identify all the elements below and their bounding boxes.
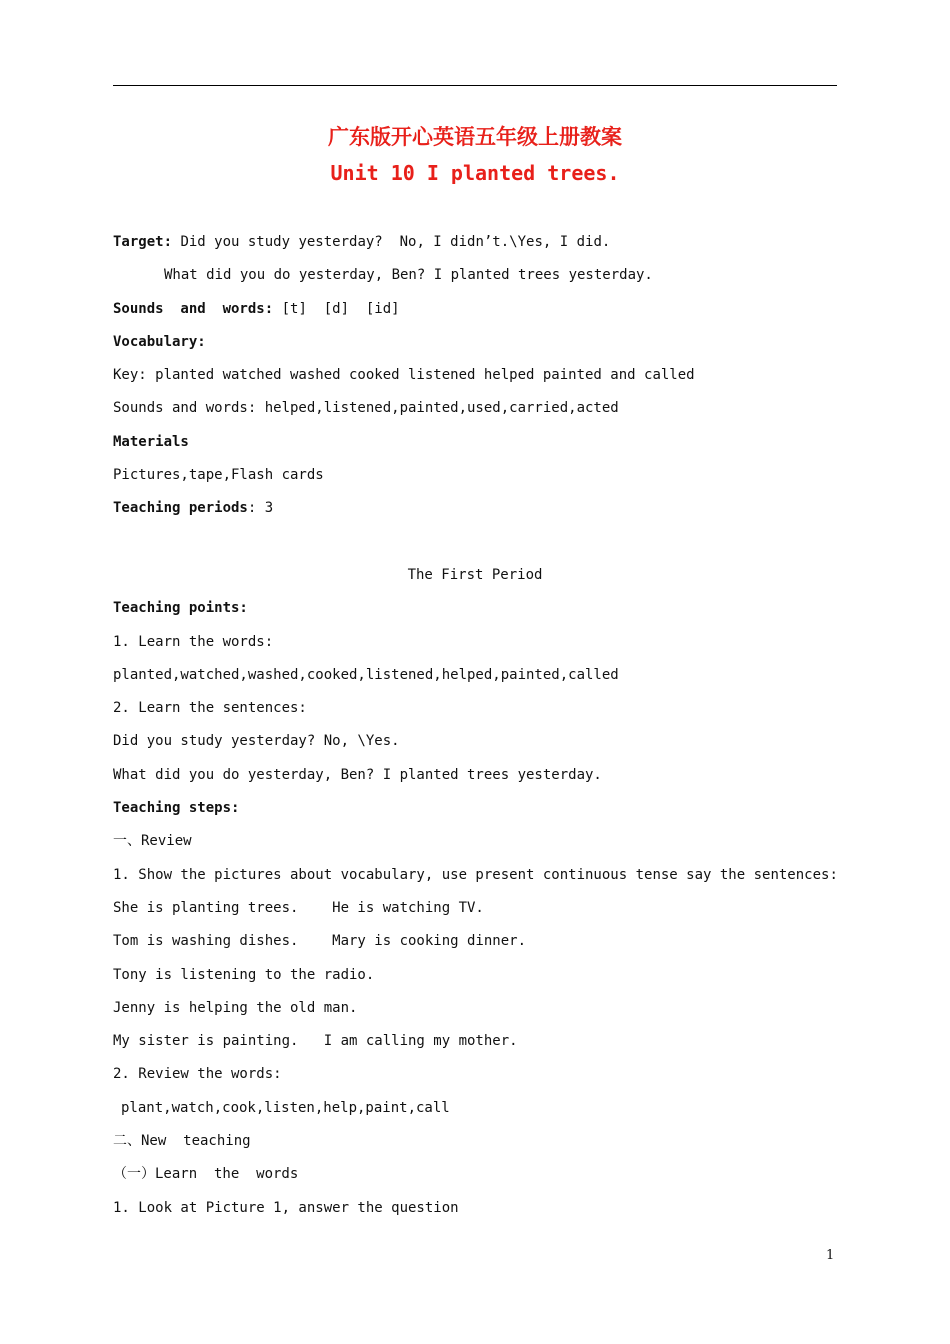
target-line bbox=[113, 228, 843, 261]
period-heading: The First Period bbox=[407, 566, 543, 583]
teaching-points-label: Teaching points: bbox=[113, 600, 248, 617]
target-label: Target: bbox=[113, 234, 173, 250]
header-rule bbox=[113, 85, 837, 86]
point-1: 1. Learn the words: bbox=[113, 633, 274, 650]
vocabulary-key: Key: planted watched washed cooked listened helped painted and called bbox=[113, 367, 695, 384]
review-sentence-e: My sister is painting. I am calling my mother. bbox=[113, 1033, 518, 1050]
sounds-label: Sounds and words: bbox=[113, 300, 274, 317]
review-sentence-c: Tony is listening to the radio. bbox=[113, 966, 375, 983]
materials-value: Pictures,tape,Flash cards bbox=[113, 467, 324, 484]
unit-title: Unit 10 I planted trees. bbox=[330, 161, 620, 185]
review-sentence-a: She is planting trees. He is watching TV. bbox=[113, 899, 484, 916]
periods-value: : 3 bbox=[247, 500, 274, 517]
review-step-1: 1. Show the pictures about vocabulary, use present continuous tense say the sentences: bbox=[113, 866, 838, 883]
teaching-steps-label: Teaching steps: bbox=[113, 800, 240, 817]
target-line-2: What did you do yesterday, Ben? I planted trees yesterday. bbox=[164, 267, 653, 284]
point-2: 2. Learn the sentences: bbox=[113, 700, 307, 717]
review-words: plant,watch,cook,listen,help,paint,call bbox=[121, 1099, 450, 1116]
sounds-value: [t] [d] [id] bbox=[273, 300, 400, 317]
vocabulary-sounds-words: Sounds and words: helped,listened,painted,used,carried,acted bbox=[113, 400, 619, 417]
vocabulary-label: Vocabulary: bbox=[113, 333, 206, 350]
learn-words-heading: （一）Learn the words bbox=[113, 1166, 299, 1183]
document-title-chinese: 广东版开心英语五年级上册教案 bbox=[328, 124, 622, 149]
materials-label: Materials bbox=[113, 433, 189, 450]
point-2-sentence-2: What did you do yesterday, Ben? I planted trees yesterday. bbox=[113, 766, 602, 783]
document-body bbox=[113, 228, 843, 1227]
target-text: Did you study yesterday? No, I didn’t.\Yes, I did. bbox=[172, 234, 611, 250]
review-sentence-b: Tom is washing dishes. Mary is cooking dinner. bbox=[113, 933, 527, 950]
look-step: 1. Look at Picture 1, answer the question bbox=[113, 1199, 459, 1216]
spacer bbox=[113, 528, 843, 561]
review-heading: 一、Review bbox=[113, 833, 192, 850]
periods-label: Teaching periods bbox=[113, 500, 248, 517]
review-step-2: 2. Review the words: bbox=[113, 1066, 282, 1083]
page-number: 1 bbox=[826, 1248, 835, 1263]
review-sentence-d: Jenny is helping the old man. bbox=[113, 999, 358, 1016]
point-2-sentence-1: Did you study yesterday? No, \Yes. bbox=[113, 733, 400, 750]
sounds-line bbox=[113, 295, 843, 328]
periods-line bbox=[113, 494, 843, 527]
point-1-words: planted,watched,washed,cooked,listened,helped,painted,called bbox=[113, 666, 619, 683]
new-teaching-heading: 二、New teaching bbox=[113, 1133, 251, 1150]
